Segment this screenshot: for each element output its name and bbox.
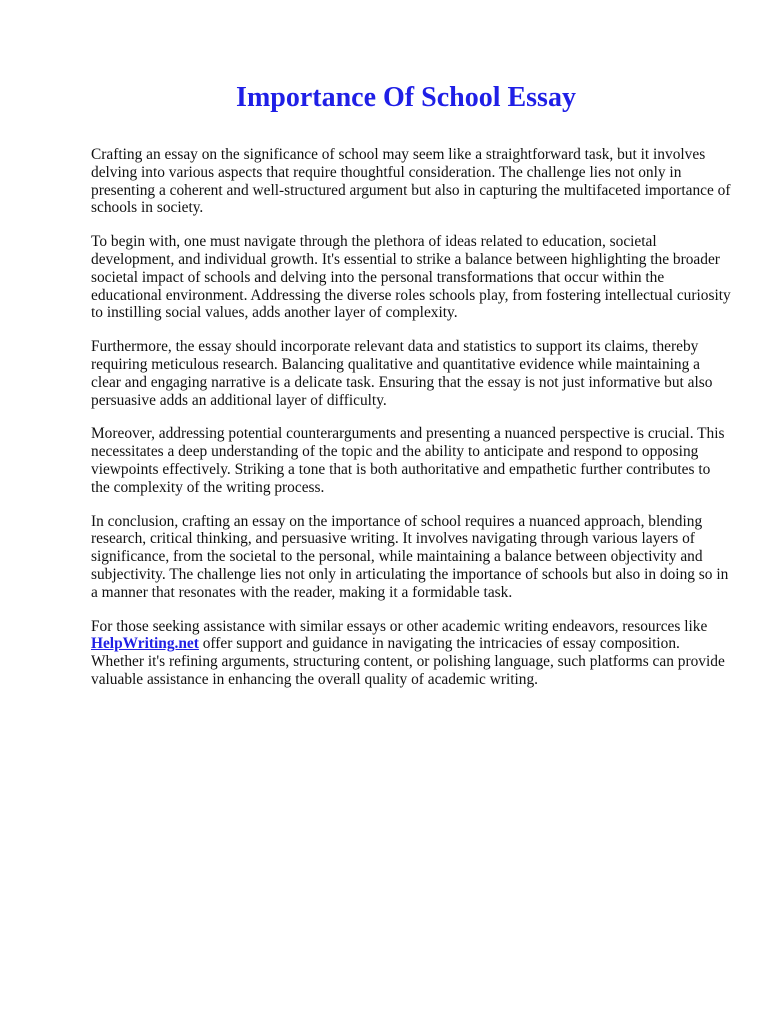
essay-body [91,146,731,705]
page-title: Importance Of School Essay [236,82,576,113]
paragraph-2: To begin with, one must navigate through the plethora of ideas related to education, societal development, and individual growth. It's essential to strike a balance between highlighting the broader societal impact of schools and delving into the personal transformations that occur within the educational environment. Addressing the diverse roles schools play, from fostering intellectual curiosity to instilling social values, adds another layer of complexity. [91,233,731,322]
paragraph-4: Moreover, addressing potential counterarguments and presenting a nuanced perspective is crucial. This necessitates a deep understanding of the topic and the ability to anticipate and respond to opposing viewpoints effectively. Striking a tone that is both authoritative and empathetic further contributes to the complexity of the writing process. [91,425,725,496]
paragraph-3: Furthermore, the essay should incorporate relevant data and statistics to support its claims, thereby requiring meticulous research. Balancing qualitative and quantitative evidence while maintaining a clear and engaging narrative is a delicate task. Ensuring that the essay is not just informative but also persuasive adds an additional layer of difficulty. [91,338,713,409]
paragraph-6-rest: offer support and guidance in navigating the intricacies of essay composition. Whether it's refining arguments, structuring content, or polishing language, such platforms can provide valuable assistance in enhancing the overall quality of academic writing. [91,635,725,688]
paragraph-6 [91,618,731,689]
paragraph-5: In conclusion, crafting an essay on the importance of school requires a nuanced approach, blending research, critical thinking, and persuasive writing. It involves navigating through various layers of significance, from the societal to the personal, while maintaining a balance between objectivity and subjectivity. The challenge lies not only in articulating the importance of schools but also in doing so in a manner that resonates with the reader, making it a formidable task. [91,512,729,601]
helpwriting-link[interactable]: HelpWriting.net [91,635,199,653]
paragraph-6-intro: For those seeking assistance with similar essays or other academic writing endeavors, resources like [91,617,708,635]
paragraph-1: Crafting an essay on the significance of school may seem like a straightforward task, but it involves delving into various aspects that require thoughtful consideration. The challenge lies not only in presenting a coherent and well-structured argument but also in capturing the multifaceted importance of schools in society. [91,146,731,217]
